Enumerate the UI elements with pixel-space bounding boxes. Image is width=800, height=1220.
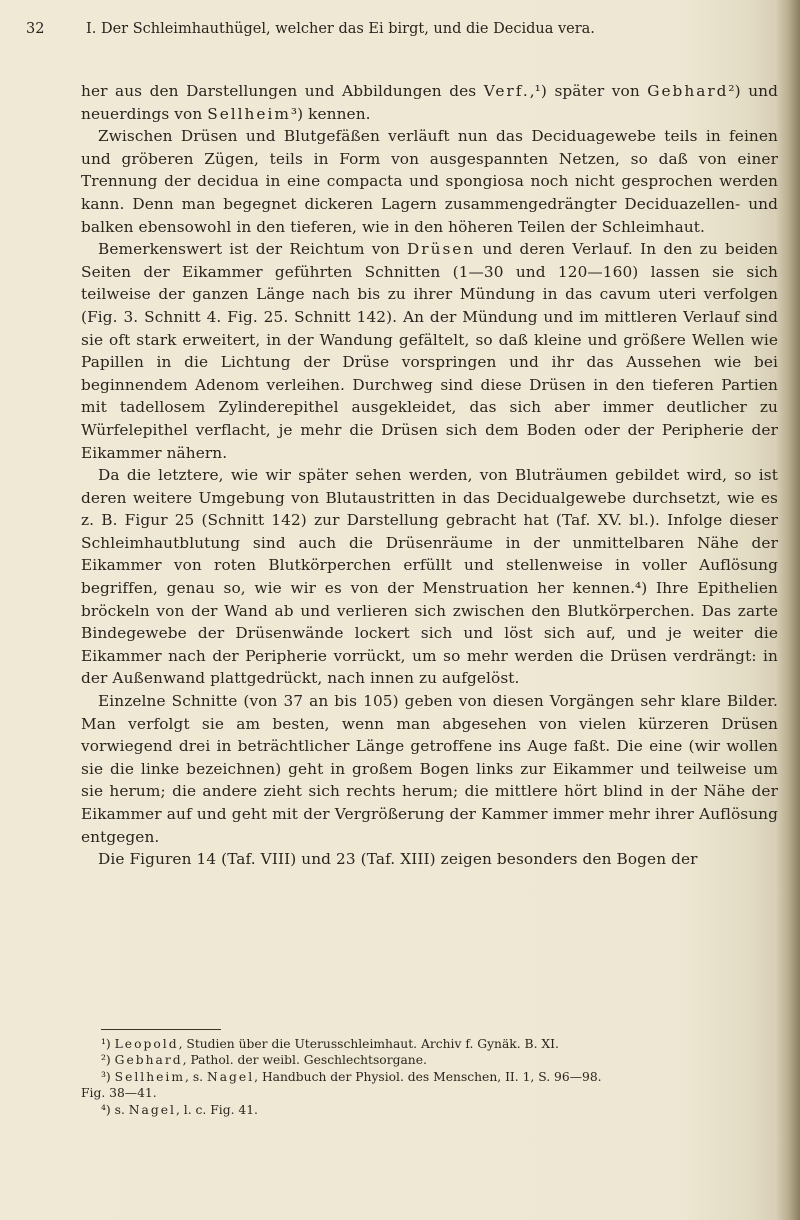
paragraph xyxy=(81,464,778,690)
text-run: ⁴) s. xyxy=(101,1102,129,1117)
text-run: Fig. 38—41. xyxy=(81,1086,157,1101)
page-header xyxy=(26,16,766,42)
text-run: , Pathol. der weibl. Geschlechtsorgane. xyxy=(182,1053,427,1068)
paragraph xyxy=(81,848,778,871)
text-run: ²) und neuerdings von xyxy=(81,82,778,123)
paragraph xyxy=(81,80,778,125)
text-run: ²) xyxy=(101,1053,115,1068)
text-run: Einzelne Schnitte (von 37 an bis 105) geben von diesen Vorgängen sehr klare Bilder. Man verfolgt sie am besten, wenn man abgesehen von vielen kürzeren Drüsen vorwiegend drei in beträchtlicher Länge getroffene ins Auge faßt. Die eine (wir wollen sie die linke bezeichnen) geht in großem Bogen links zur Eikammer und teilweise um sie herum; die andere zieht sich rechts herum; die mittlere hört blind in der Nähe der Eikammer auf und geht mit der Vergrößerung der Kammer immer mehr ihrer Auflösung entgegen. xyxy=(81,692,778,846)
text-run: und deren Verlauf. In den zu beiden Seiten der Eikammer geführten Schnitten (1—30 und 120—160) lassen sie sich teilweise der ganzen Länge nach bis zu ihrer Mündung in das cavum uteri verfolgen (Fig. 3. Schnitt 4. Fig. 25. Schnitt 142). An der Mündung und im mittleren Verlauf sind sie oft stark erweitert, in der Wandung gefältelt, so daß kleine und größere Wellen wie Papillen in die Lichtung der Drüse vorspringen und ihr das Aussehen wie bei beginnendem Adenom verleihen. Durchweg sind diese Drüsen in den tieferen Partien mit tadellosem Zylinderepithel ausgekleidet, das sich aber immer deutlicher zu Würfelepithel verflacht, je mehr die Drüsen sich dem Boden oder der Peripherie der Eikammer nähern. xyxy=(81,240,778,462)
footnote xyxy=(81,1069,781,1085)
text-run: , s. xyxy=(185,1069,207,1084)
spaced-name: Nagel xyxy=(128,1102,176,1117)
text-run: ¹) xyxy=(101,1037,115,1051)
text-run: Zwischen Drüsen und Blutgefäßen verläuft nun das Deciduagewebe teils in feinen und gröberen Zügen, teils in Form von ausgespannten Netzen, so daß von einer Trennung der decidua in eine compacta und spongiosa noch nicht gesprochen werden kann. Denn man begegnet dickeren Lagern zusammengedrängter Deciduazellen- und balken ebensowohl in den tieferen, wie in den höheren Teilen der Schleimhaut. xyxy=(81,127,778,236)
footnote-list xyxy=(81,1036,781,1118)
text-run: ³) xyxy=(101,1069,115,1084)
footnotes xyxy=(81,1029,781,1118)
spaced-name: Sellheim xyxy=(114,1069,185,1084)
text-run: ³) kennen. xyxy=(290,104,371,123)
paragraph xyxy=(81,125,778,238)
footnote-rule xyxy=(101,1029,221,1030)
spaced-name: Verf. xyxy=(483,82,530,100)
footnote xyxy=(81,1085,781,1101)
page-number: 32 xyxy=(26,21,45,37)
paragraph xyxy=(81,690,778,848)
text-run: Bemerkenswert ist der Reichtum von xyxy=(98,240,408,259)
spaced-name: Leopold xyxy=(114,1037,179,1051)
footnote xyxy=(81,1052,781,1068)
spaced-name: Sellheim xyxy=(207,104,291,123)
spaced-name: Drüsen xyxy=(407,240,476,259)
footnote xyxy=(81,1102,781,1118)
footnote xyxy=(81,1036,781,1052)
text-run: , Handbuch der Physiol. des Menschen, II. 1, S. 96—98. xyxy=(254,1069,602,1084)
spaced-name: Nagel xyxy=(206,1069,255,1084)
spaced-name: Gebhard xyxy=(114,1053,183,1068)
spaced-name: Gebhard xyxy=(647,82,729,100)
paragraph xyxy=(81,238,778,464)
text-run: ,¹) später von xyxy=(529,82,648,100)
text-run: Die Figuren 14 (Taf. VIII) und 23 (Taf. XIII) zeigen besonders den Bogen der xyxy=(98,850,698,869)
running-title: I. Der Schleimhauthügel, welcher das Ei birgt, und die Decidua vera. xyxy=(86,21,595,37)
text-run: her aus den Darstellungen und Abbildungen des xyxy=(81,82,484,100)
body-text xyxy=(81,80,778,871)
text-run: , Studien über die Uterusschleimhaut. Archiv f. Gynäk. B. XI. xyxy=(178,1037,559,1051)
text-run: Da die letztere, wie wir später sehen werden, von Bluträumen gebildet wird, so ist deren weitere Umgebung von Blutaustritten in das Decidualgewebe durchsetzt, wie es z. B. Figur 25 (Schnitt 142) zur Darstellung gebracht hat (Taf. XV. bl.). Infolge dieser Schleimhautblutung sind auch die Drüsenräume in der unmittelbaren Nähe der Eikammer von roten Blutkörperchen erfüllt und stellenweise in voller Auflösung begriffen, genau so, wie wir es von der Menstruation her kennen.⁴) Ihre Epithelien bröckeln von der Wand ab und verlieren sich zwischen den Blutkörperchen. Das zarte Bindegewebe der Drüsenwände lockert sich und löst sich auf, und je weiter die Eikammer nach der Peripherie vorrückt, um so mehr werden die Drüsen verdrängt: in der Außenwand plattgedrückt, nach innen zu aufgelöst. xyxy=(81,466,778,688)
text-run: , l. c. Fig. 41. xyxy=(175,1102,258,1117)
